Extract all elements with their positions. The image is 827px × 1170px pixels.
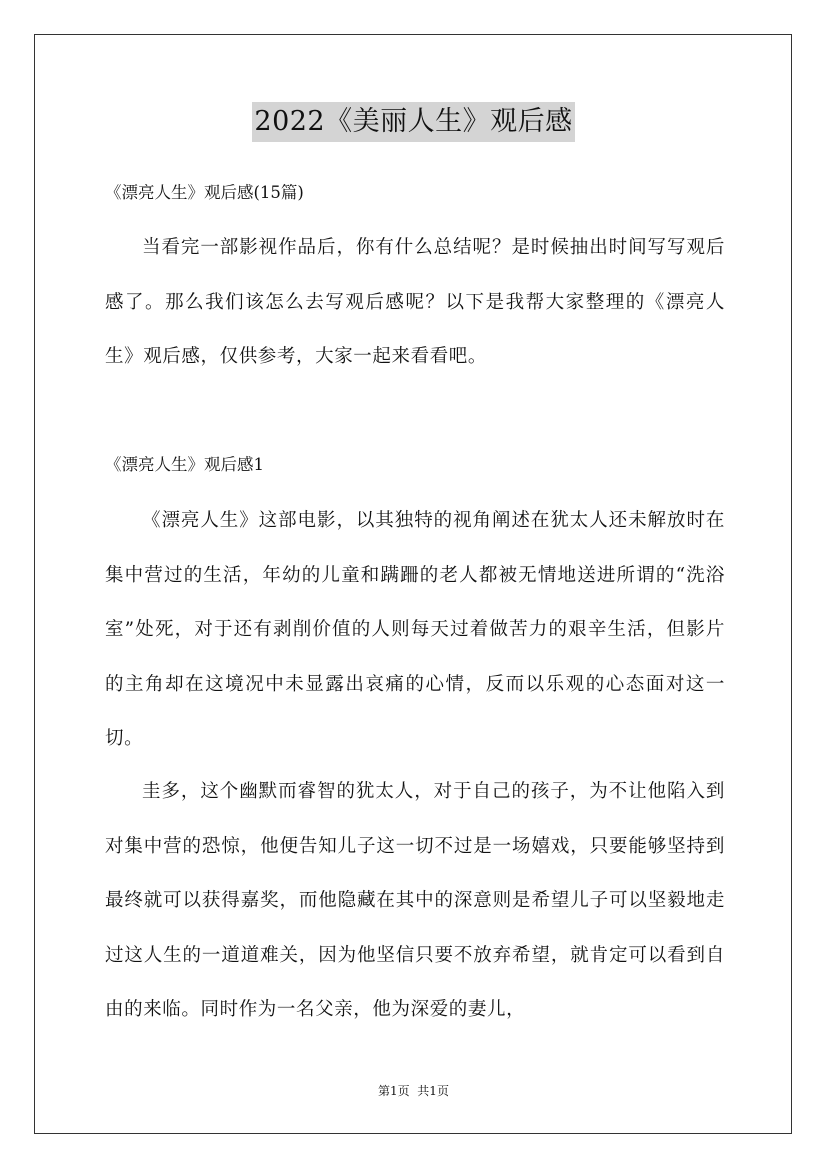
body-paragraph-1: 《漂亮人生》这部电影，以其独特的视角阐述在犹太人还未解放时在集中营过的生活，年幼的儿童和蹒跚的老人都被无情地送进所谓的“洗浴室”处死，对于还有剥削价值的人则每天过着做苦力的艰辛生活，但影片的主角却在这境况中未显露出哀痛的心情，反而以乐观的心态面对这一切。 [105,510,725,749]
page-footer: 第1页 共1页 [378,1084,449,1098]
document-title: 2022《美丽人生》观后感 [252,102,574,142]
intro-paragraph: 当看完一部影视作品后，你有什么总结呢？是时候抽出时间写写观后感了。那么我们该怎么去写观后感呢？以下是我帮大家整理的《漂亮人生》观后感，仅供参考，大家一起来看看吧。 [105,237,725,367]
body-paragraph-2: 圭多，这个幽默而睿智的犹太人，对于自己的孩子，为不让他陷入到对集中营的恐惊，他便告知儿子这一切不过是一场嬉戏，只要能够坚持到最终就可以获得嘉奖，而他隐藏在其中的深意则是希望儿子可以坚毅地走过这人生的一道道难关，因为他坚信只要不放弃希望，就肯定可以看到自由的来临。同时作为一名父亲，他为深爱的妻儿， [105,781,725,1020]
document-subtitle: 《漂亮人生》观后感(15篇) [105,183,304,202]
section-heading: 《漂亮人生》观后感1 [105,455,264,474]
title-container [0,102,827,142]
